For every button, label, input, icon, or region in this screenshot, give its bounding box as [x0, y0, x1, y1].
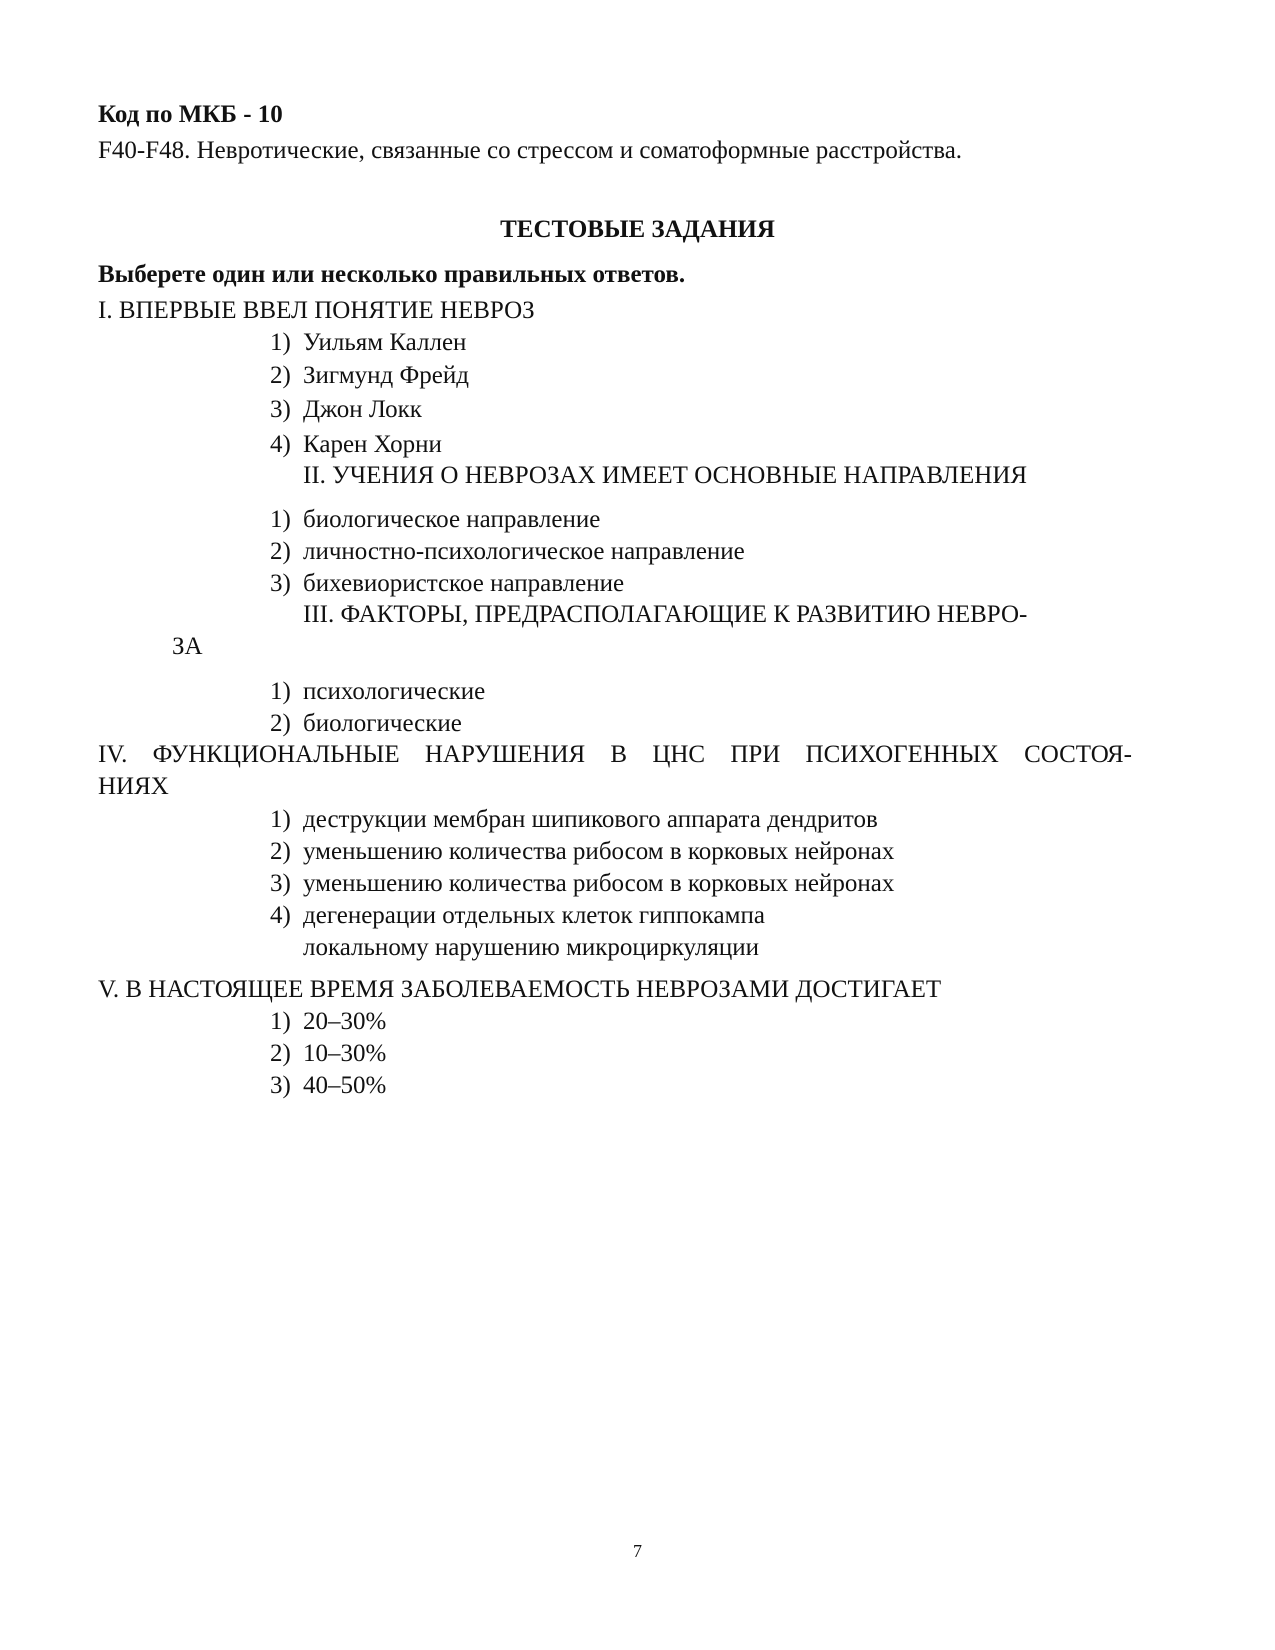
answer-option [270, 677, 485, 707]
answer-option [270, 505, 600, 535]
question-number: I. [98, 297, 113, 324]
option-number: 3) [270, 396, 291, 423]
section-title: ТЕСТОВЫЕ ЗАДАНИЯ [500, 216, 775, 243]
option-number: 2) [270, 710, 291, 737]
option-number: 1) [270, 1008, 291, 1035]
option-text: деструкции мембран шипикового аппарата дендритов [303, 806, 878, 833]
question-2 [303, 461, 1027, 491]
answer-option [270, 361, 469, 391]
instruction-text: Выберете один или несколько правильных ответов. [98, 261, 686, 288]
question-1 [98, 296, 535, 326]
answer-option [270, 869, 894, 899]
icd-code-description: F40-F48. Невротические, связанные со стрессом и соматоформные расстройства. [98, 137, 963, 164]
question-4 [98, 740, 1132, 770]
answer-option [270, 1039, 386, 1069]
option-number: 2) [270, 1040, 291, 1067]
option-text: психологические [303, 678, 486, 705]
question-number: III. [303, 601, 335, 628]
option-text: 40–50% [303, 1072, 387, 1099]
option-text: 20–30% [303, 1008, 387, 1035]
question-text: В НАСТОЯЩЕЕ ВРЕМЯ ЗАБОЛЕВАЕМОСТЬ НЕВРОЗАМИ ДОСТИГАЕТ [125, 976, 942, 1003]
question-text: ФАКТОРЫ, ПРЕДРАСПОЛАГАЮЩИЕ К РАЗВИТИЮ НЕВРО- [340, 601, 1028, 628]
option-number: 1) [270, 806, 291, 833]
option-number: 2) [270, 362, 291, 389]
answer-option [270, 569, 624, 599]
question-number: IV. [98, 741, 128, 768]
option-number: 2) [270, 538, 291, 565]
question-text: УЧЕНИЯ О НЕВРОЗАХ ИМЕЕТ ОСНОВНЫЕ НАПРАВЛЕНИЯ [332, 462, 1028, 489]
option-number: 1) [270, 329, 291, 356]
option-number: 3) [270, 870, 291, 897]
answer-option [270, 805, 878, 835]
option-text: биологическое направление [303, 506, 601, 533]
option-text: Джон Локк [303, 396, 422, 423]
question-3-continuation: ЗА [172, 633, 203, 660]
option-text: уменьшению количества рибосом в корковых нейронах [303, 838, 895, 865]
option-text: 10–30% [303, 1040, 387, 1067]
question-3 [303, 600, 1027, 630]
question-number: V. [98, 976, 120, 1003]
question-5 [98, 975, 941, 1005]
answer-option [270, 430, 442, 460]
answer-option [270, 537, 745, 567]
question-text: ВПЕРВЫЕ ВВЕЛ ПОНЯТИЕ НЕВРОЗ [118, 297, 535, 324]
option-number: 1) [270, 506, 291, 533]
question-number: II. [303, 462, 326, 489]
option-text: дегенерации отдельных клеток гиппокампа [303, 902, 765, 929]
answer-option [270, 709, 462, 739]
option-text: Карен Хорни [303, 431, 442, 458]
question-text: ФУНКЦИОНАЛЬНЫЕ НАРУШЕНИЯ В ЦНС ПРИ ПСИХОГЕННЫХ СОСТОЯ- [152, 741, 1132, 768]
option-number: 1) [270, 678, 291, 705]
question-4-continuation: НИЯХ [98, 773, 169, 800]
option-text: уменьшению количества рибосом в корковых нейронах [303, 870, 895, 897]
option-text: биологические [303, 710, 462, 737]
option-number: 4) [270, 431, 291, 458]
answer-option [270, 328, 466, 358]
page-number: 7 [633, 1541, 642, 1561]
icd-code-heading: Код по МКБ - 10 [98, 101, 283, 128]
answer-option [270, 1007, 386, 1037]
option-number: 2) [270, 838, 291, 865]
answer-option [270, 837, 894, 867]
option-number: 3) [270, 1072, 291, 1099]
option-text: личностно-психологическое направление [303, 538, 745, 565]
option-number: 4) [270, 902, 291, 929]
answer-option [270, 395, 422, 425]
option-text: Уильям Каллен [303, 329, 467, 356]
option-text: Зигмунд Фрейд [303, 362, 469, 389]
option-number: 3) [270, 570, 291, 597]
option-text: бихевиористское направление [303, 570, 625, 597]
answer-option-continuation: локальному нарушению микроциркуляции [303, 934, 759, 961]
answer-option [270, 1071, 386, 1101]
answer-option [270, 901, 765, 931]
